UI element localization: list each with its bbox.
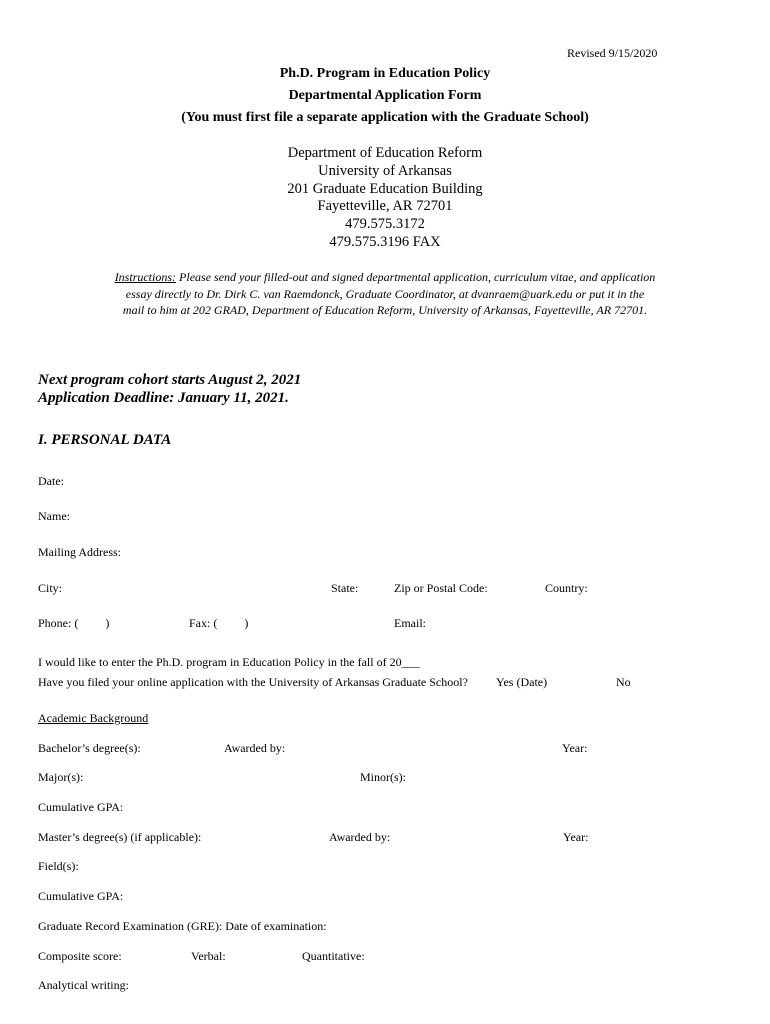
form-title-program: Ph.D. Program in Education Policy [279, 66, 491, 81]
academic-background-heading: Academic Background [38, 711, 149, 725]
mailing-address-label: Mailing Address: [38, 545, 121, 559]
form-title-form: Departmental Application Form [288, 88, 482, 103]
application-deadline: Application Deadline: January 11, 2021. [38, 390, 289, 406]
instructions-label: Instructions: [114, 270, 177, 284]
address-building: 201 Graduate Education Building [287, 180, 483, 197]
gre-label: Graduate Record Examination (GRE): Date of examination: [38, 919, 327, 933]
masters-awarded-by-label: Awarded by: [329, 830, 391, 844]
bachelors-awarded-by-label: Awarded by: [224, 741, 286, 755]
cohort-start: Next program cohort starts August 2, 2021 [38, 372, 302, 388]
fax-label: Fax: ( ) [189, 616, 249, 630]
zip-label: Zip or Postal Code: [394, 581, 488, 595]
enter-program-question: I would like to enter the Ph.D. program in Education Policy in the fall of 20___ [38, 655, 420, 669]
address-phone: 479.575.3172 [345, 216, 425, 233]
instructions-line-3: mail to him at 202 GRAD, Department of Education Reform, University of Arkansas, Fayetteville, AR 72701. [122, 303, 648, 317]
quantitative-label: Quantitative: [302, 949, 365, 963]
address-city: Fayetteville, AR 72701 [317, 198, 453, 215]
instructions-line-2: essay directly to Dr. Dirk C. van Raemdonck, Graduate Coordinator, at dvanraem@uark.edu or put it in the [125, 287, 645, 301]
verbal-label: Verbal: [191, 949, 226, 963]
phone-label: Phone: ( ) [38, 616, 110, 630]
section-personal-data-heading: I. PERSONAL DATA [38, 432, 172, 448]
masters-year-label: Year: [563, 830, 589, 844]
majors-label: Major(s): [38, 770, 84, 784]
minors-label: Minor(s): [360, 770, 406, 784]
filed-online-no: No [616, 675, 631, 689]
state-label: State: [331, 581, 359, 595]
name-label: Name: [38, 509, 70, 523]
fields-label: Field(s): [38, 859, 79, 873]
address-fax: 479.575.3196 FAX [329, 234, 441, 250]
bachelors-year-label: Year: [562, 741, 588, 755]
composite-score-label: Composite score: [38, 949, 122, 963]
date-label: Date: [38, 474, 64, 488]
country-label: Country: [545, 581, 588, 595]
form-title-note: (You must first file a separate application with the Graduate School) [181, 110, 589, 125]
revised-date: Revised 9/15/2020 [567, 46, 658, 60]
address-university: University of Arkansas [318, 162, 452, 179]
filed-online-yes: Yes (Date) [496, 675, 548, 689]
bachelors-gpa-label: Cumulative GPA: [38, 800, 124, 814]
masters-gpa-label: Cumulative GPA: [38, 889, 124, 903]
instructions-text-1: Please send your filled-out and signed departmental application, curriculum vitae, and application [179, 270, 656, 284]
masters-label: Master’s degree(s) (if applicable): [38, 830, 202, 844]
email-label: Email: [394, 616, 426, 630]
city-label: City: [38, 581, 63, 595]
filed-online-question: Have you filed your online application with the University of Arkansas Graduate School? [38, 675, 468, 689]
bachelors-label: Bachelor’s degree(s): [38, 741, 141, 755]
analytical-writing-label: Analytical writing: [38, 978, 129, 992]
address-department: Department of Education Reform [287, 145, 483, 161]
